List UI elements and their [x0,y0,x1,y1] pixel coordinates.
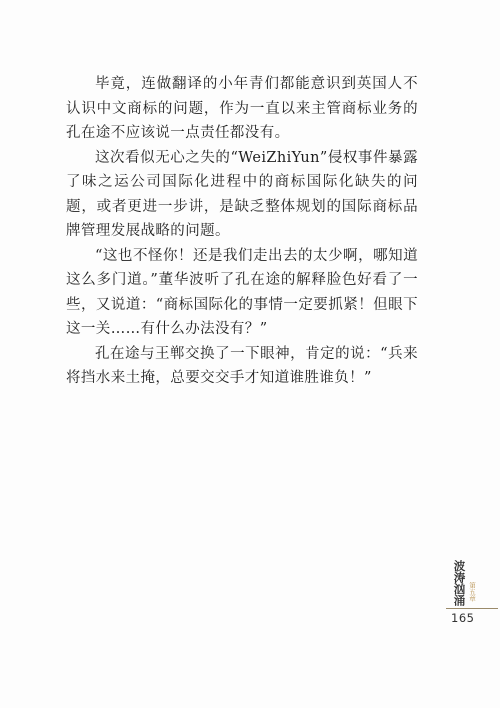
paragraph: 孔在途与王郸交换了一下眼神，肯定的说：“兵来将挡水来土掩，总要交交手才知道谁胜谁负！” [66,345,418,386]
footer-divider [446,608,498,609]
book-title: 波涛汹涌 [452,560,467,606]
paragraph: 这次看似无心之失的“WeiZhiYun”侵权事件暴露了味之运公司国际化进程中的商标国际化缺失的问题，或者更进一步讲，是缺乏整体规划的国际商标品牌管理发展战略的问题。 [66,149,418,239]
page-number: 165 [451,611,475,625]
paragraph: “这也不怪你！还是我们走出去的太少啊，哪知道这么多门道。”董华波听了孔在途的解释脸色好看了一些，又说道：“商标国际化的事情一定要抓紧！但眼下这一关……有什么办法没有？” [66,247,418,337]
running-header [453,560,491,606]
paragraph: 毕竟，连做翻译的小年青们都能意识到英国人不认识中文商标的问题，作为一直以来主管商标业务的孔在途不应该说一点责任都没有。 [66,76,418,141]
chapter-label: 第五章 [468,582,476,602]
body-text [66,72,418,391]
